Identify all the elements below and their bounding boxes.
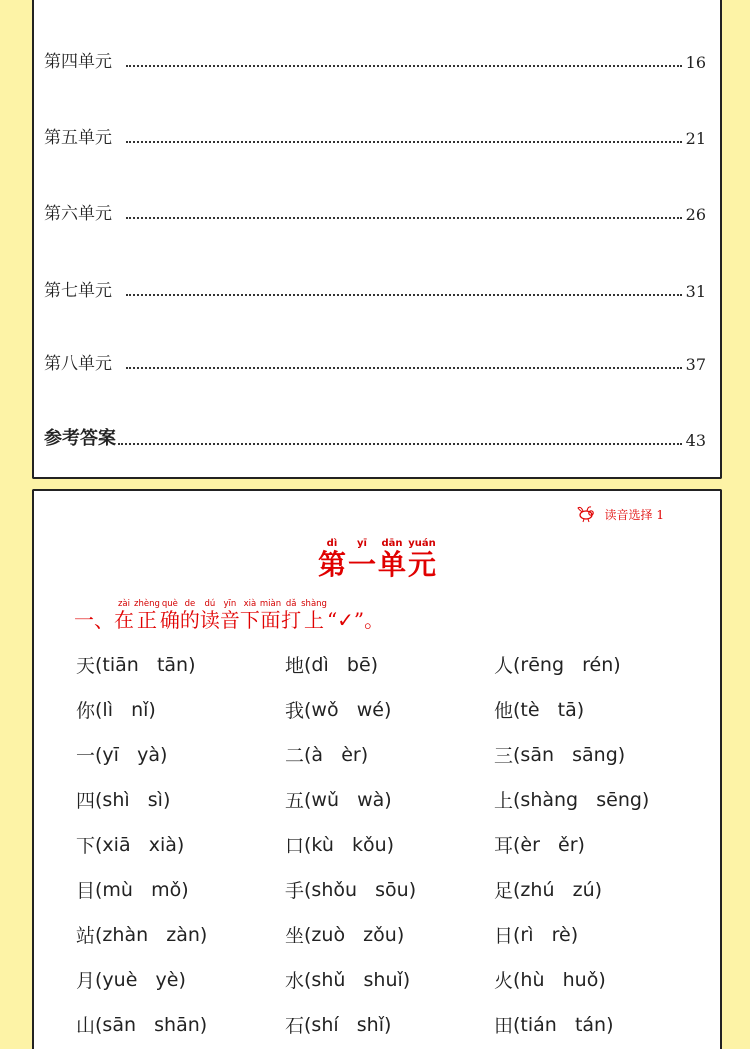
- item-pinyin-options[interactable]: (hù huǒ): [513, 968, 606, 991]
- pronunciation-item[interactable]: [76, 786, 170, 813]
- item-pinyin-options[interactable]: (shǔ shuǐ): [304, 968, 411, 991]
- toc-row[interactable]: [44, 426, 706, 450]
- item-character: 二: [285, 745, 305, 767]
- item-character: 四: [76, 790, 96, 812]
- item-pinyin-options[interactable]: (wǒ wé): [304, 698, 392, 721]
- pronunciation-item[interactable]: [76, 831, 184, 858]
- item-character: 山: [76, 1015, 96, 1037]
- toc-title: 第七单元: [44, 281, 112, 301]
- pronunciation-item[interactable]: [285, 876, 416, 903]
- item-character: 石: [285, 1015, 305, 1037]
- item-pinyin-options[interactable]: (rì rè): [513, 923, 579, 946]
- item-pinyin-options[interactable]: (tè tā): [513, 698, 585, 721]
- item-character: 日: [494, 925, 514, 947]
- pronunciation-item[interactable]: [285, 831, 394, 858]
- item-character: 手: [285, 880, 305, 902]
- item-pinyin-options[interactable]: (wǔ wà): [304, 788, 392, 811]
- item-character: 地: [285, 655, 305, 677]
- toc-page-number: 37: [685, 355, 706, 374]
- toc-title: 第八单元: [44, 354, 112, 374]
- item-pinyin-options[interactable]: (yī yà): [95, 743, 168, 766]
- pronunciation-item[interactable]: [76, 921, 207, 948]
- toc-page-number: 26: [685, 205, 706, 224]
- item-pinyin-options[interactable]: (yuè yè): [95, 968, 186, 991]
- item-pinyin-options[interactable]: (lì nǐ): [95, 698, 156, 721]
- item-pinyin-options[interactable]: (zhàn zàn): [95, 923, 208, 946]
- item-character: 目: [76, 880, 96, 902]
- toc-row[interactable]: [44, 48, 706, 72]
- pronunciation-item[interactable]: [494, 786, 649, 813]
- pronunciation-item[interactable]: [285, 741, 368, 768]
- item-pinyin-options[interactable]: (rēng rén): [513, 653, 621, 676]
- pronunciation-item[interactable]: [494, 741, 625, 768]
- item-pinyin-options[interactable]: (tiān tān): [95, 653, 196, 676]
- item-pinyin-options[interactable]: (shí shǐ): [304, 1013, 392, 1036]
- item-character: 口: [285, 835, 305, 857]
- item-character: 下: [76, 835, 96, 857]
- item-pinyin-options[interactable]: (sān sāng): [513, 743, 626, 766]
- toc-title: 参考答案: [44, 428, 116, 449]
- item-pinyin-options[interactable]: (kù kǒu): [304, 833, 395, 856]
- instruction-checkmark: “✓”。: [326, 608, 385, 632]
- title-char: dān 单: [378, 538, 407, 581]
- toc-leader-dots: [118, 442, 682, 445]
- item-character: 月: [76, 970, 96, 992]
- toc-page-number: 21: [685, 129, 706, 148]
- toc-title: 第五单元: [44, 128, 112, 148]
- item-character: 你: [76, 700, 96, 722]
- pronunciation-item[interactable]: [76, 651, 196, 678]
- toc-leader-dots: [126, 216, 682, 219]
- toc-leader-dots: [126, 64, 682, 67]
- bee-icon: [575, 505, 597, 523]
- toc-leader-dots: [126, 140, 682, 143]
- item-character: 天: [76, 655, 96, 677]
- item-pinyin-options[interactable]: (dì bē): [304, 653, 379, 676]
- item-pinyin-options[interactable]: (zhú zú): [513, 878, 603, 901]
- section-tag-label: 读音选择 1: [604, 507, 664, 522]
- instruction-number: 一、: [74, 608, 114, 632]
- toc-title: 第四单元: [44, 52, 112, 72]
- toc-title: 第六单元: [44, 204, 112, 224]
- pronunciation-item[interactable]: [76, 966, 186, 993]
- pronunciation-item[interactable]: [494, 876, 602, 903]
- item-character: 他: [494, 700, 514, 722]
- item-character: 足: [494, 880, 514, 902]
- item-pinyin-options[interactable]: (à èr): [304, 743, 369, 766]
- toc-row[interactable]: [44, 350, 706, 374]
- item-character: 火: [494, 970, 514, 992]
- toc-page-number: 31: [685, 282, 706, 301]
- item-character: 三: [494, 745, 514, 767]
- item-pinyin-options[interactable]: (èr ěr): [513, 833, 585, 856]
- pronunciation-item[interactable]: [285, 786, 392, 813]
- pronunciation-item[interactable]: [494, 831, 585, 858]
- item-pinyin-options[interactable]: (mù mǒ): [95, 878, 189, 901]
- toc-page-number: 16: [685, 53, 706, 72]
- item-character: 我: [285, 700, 305, 722]
- item-character: 站: [76, 925, 96, 947]
- pronunciation-item[interactable]: [285, 966, 410, 993]
- pronunciation-item[interactable]: [285, 651, 378, 678]
- item-pinyin-options[interactable]: (sān shān): [95, 1013, 208, 1036]
- item-pinyin-options[interactable]: (shì sì): [95, 788, 171, 811]
- unit-title: [34, 537, 720, 579]
- unit-page: [32, 489, 722, 1049]
- item-character: 一: [76, 745, 96, 767]
- item-pinyin-options[interactable]: (shǒu sōu): [304, 878, 417, 901]
- pronunciation-item[interactable]: [76, 876, 189, 903]
- toc-page: [32, 0, 722, 479]
- toc-row[interactable]: [44, 124, 706, 148]
- pronunciation-item[interactable]: [494, 696, 584, 723]
- toc-row[interactable]: [44, 277, 706, 301]
- toc-row[interactable]: [44, 200, 706, 224]
- item-character: 五: [285, 790, 305, 812]
- title-char: yuán 元: [408, 538, 437, 581]
- pronunciation-item[interactable]: [494, 966, 606, 993]
- item-pinyin-options[interactable]: (shàng sēng): [513, 788, 650, 811]
- item-character: 坐: [285, 925, 305, 947]
- item-character: 田: [494, 1015, 514, 1037]
- item-pinyin-options[interactable]: (xiā xià): [95, 833, 185, 856]
- item-character: 人: [494, 655, 514, 677]
- pronunciation-item[interactable]: [494, 921, 578, 948]
- pronunciation-item[interactable]: [285, 921, 404, 948]
- toc-page-number: 43: [685, 431, 706, 450]
- pronunciation-item[interactable]: [76, 696, 156, 723]
- item-character: 上: [494, 790, 514, 812]
- pronunciation-item[interactable]: [76, 741, 167, 768]
- item-pinyin-options[interactable]: (zuò zǒu): [304, 923, 405, 946]
- item-pinyin-options[interactable]: (tián tán): [513, 1013, 614, 1036]
- section-tag: [575, 505, 664, 523]
- toc-leader-dots: [126, 293, 682, 296]
- item-character: 水: [285, 970, 305, 992]
- pronunciation-item[interactable]: [285, 696, 391, 723]
- toc-leader-dots: [126, 366, 682, 369]
- title-char: yī 一: [347, 538, 376, 581]
- item-character: 耳: [494, 835, 514, 857]
- exercise-instruction: 一、 zài 在 zhèng 正 què 确 de 的 dú 读 yīn 音 xià 下 miàn 面 dǎ 打 shàng 上 “✓”。: [74, 599, 385, 632]
- title-char: dì 第: [317, 538, 346, 581]
- pronunciation-item[interactable]: [494, 651, 621, 678]
